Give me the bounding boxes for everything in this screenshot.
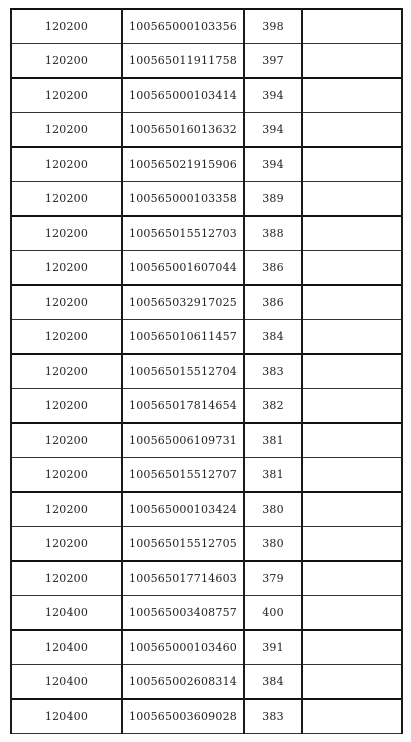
table-row bbox=[11, 492, 402, 527]
candidate-id-cell: 100565000103414 bbox=[122, 78, 244, 113]
score-cell: 384 bbox=[244, 665, 302, 700]
major-code-cell: 120200 bbox=[11, 458, 122, 493]
score-cell: 386 bbox=[244, 285, 302, 320]
score-cell: 391 bbox=[244, 630, 302, 665]
candidate-id-cell: 100565017714603 bbox=[122, 561, 244, 596]
candidate-id-cell: 100565011911758 bbox=[122, 44, 244, 79]
major-code-cell: 120200 bbox=[11, 561, 122, 596]
candidate-id-cell: 100565002608314 bbox=[122, 665, 244, 700]
note-cell bbox=[302, 699, 402, 734]
candidate-id-cell: 100565015512707 bbox=[122, 458, 244, 493]
score-cell: 381 bbox=[244, 423, 302, 458]
score-cell: 383 bbox=[244, 354, 302, 389]
score-cell: 381 bbox=[244, 458, 302, 493]
major-code-cell: 120200 bbox=[11, 113, 122, 148]
note-cell bbox=[302, 182, 402, 217]
score-cell: 380 bbox=[244, 527, 302, 562]
major-code-cell: 120200 bbox=[11, 44, 122, 79]
candidate-id-cell: 100565017814654 bbox=[122, 389, 244, 424]
table-row bbox=[11, 423, 402, 458]
table-row bbox=[11, 561, 402, 596]
score-cell: 394 bbox=[244, 147, 302, 182]
candidate-id-cell: 100565021915906 bbox=[122, 147, 244, 182]
note-cell bbox=[302, 320, 402, 355]
candidate-id-cell: 100565000103424 bbox=[122, 492, 244, 527]
table-row bbox=[11, 251, 402, 286]
table-row bbox=[11, 630, 402, 665]
note-cell bbox=[302, 665, 402, 700]
major-code-cell: 120400 bbox=[11, 596, 122, 631]
note-cell bbox=[302, 527, 402, 562]
table-row bbox=[11, 285, 402, 320]
score-cell: 386 bbox=[244, 251, 302, 286]
candidate-id-cell: 100565015512704 bbox=[122, 354, 244, 389]
major-code-cell: 120200 bbox=[11, 78, 122, 113]
note-cell bbox=[302, 251, 402, 286]
table-row bbox=[11, 44, 402, 79]
candidate-id-cell: 100565006109731 bbox=[122, 423, 244, 458]
candidate-id-cell: 100565003408757 bbox=[122, 596, 244, 631]
score-cell: 400 bbox=[244, 596, 302, 631]
candidate-id-cell: 100565032917025 bbox=[122, 285, 244, 320]
major-code-cell: 120200 bbox=[11, 182, 122, 217]
major-code-cell: 120200 bbox=[11, 147, 122, 182]
note-cell bbox=[302, 630, 402, 665]
note-cell bbox=[302, 147, 402, 182]
score-cell: 382 bbox=[244, 389, 302, 424]
table-row bbox=[11, 78, 402, 113]
note-cell bbox=[302, 216, 402, 251]
table-row bbox=[11, 9, 402, 44]
major-code-cell: 120200 bbox=[11, 251, 122, 286]
note-cell bbox=[302, 9, 402, 44]
table-row bbox=[11, 320, 402, 355]
candidate-id-cell: 100565000103358 bbox=[122, 182, 244, 217]
major-code-cell: 120200 bbox=[11, 9, 122, 44]
table-row bbox=[11, 458, 402, 493]
score-cell: 394 bbox=[244, 113, 302, 148]
note-cell bbox=[302, 458, 402, 493]
score-cell: 383 bbox=[244, 699, 302, 734]
major-code-cell: 120200 bbox=[11, 354, 122, 389]
table-row bbox=[11, 596, 402, 631]
candidate-id-cell: 100565010611457 bbox=[122, 320, 244, 355]
note-cell bbox=[302, 44, 402, 79]
major-code-cell: 120200 bbox=[11, 216, 122, 251]
note-cell bbox=[302, 354, 402, 389]
table-row bbox=[11, 527, 402, 562]
table-row bbox=[11, 113, 402, 148]
candidate-id-cell: 100565016013632 bbox=[122, 113, 244, 148]
note-cell bbox=[302, 423, 402, 458]
note-cell bbox=[302, 389, 402, 424]
candidate-id-cell: 100565015512705 bbox=[122, 527, 244, 562]
table-row bbox=[11, 147, 402, 182]
score-cell: 397 bbox=[244, 44, 302, 79]
score-table-body bbox=[11, 9, 402, 734]
major-code-cell: 120400 bbox=[11, 630, 122, 665]
major-code-cell: 120200 bbox=[11, 389, 122, 424]
candidate-id-cell: 100565001607044 bbox=[122, 251, 244, 286]
major-code-cell: 120200 bbox=[11, 492, 122, 527]
major-code-cell: 120200 bbox=[11, 320, 122, 355]
score-cell: 379 bbox=[244, 561, 302, 596]
score-table bbox=[10, 8, 403, 734]
note-cell bbox=[302, 113, 402, 148]
table-row bbox=[11, 182, 402, 217]
note-cell bbox=[302, 596, 402, 631]
major-code-cell: 120400 bbox=[11, 699, 122, 734]
note-cell bbox=[302, 78, 402, 113]
candidate-id-cell: 100565000103356 bbox=[122, 9, 244, 44]
note-cell bbox=[302, 492, 402, 527]
score-cell: 389 bbox=[244, 182, 302, 217]
table-row bbox=[11, 216, 402, 251]
candidate-id-cell: 100565003609028 bbox=[122, 699, 244, 734]
table-row bbox=[11, 699, 402, 734]
major-code-cell: 120200 bbox=[11, 285, 122, 320]
candidate-id-cell: 100565000103460 bbox=[122, 630, 244, 665]
major-code-cell: 120200 bbox=[11, 423, 122, 458]
note-cell bbox=[302, 561, 402, 596]
table-row bbox=[11, 665, 402, 700]
score-cell: 384 bbox=[244, 320, 302, 355]
candidate-id-cell: 100565015512703 bbox=[122, 216, 244, 251]
table-row bbox=[11, 389, 402, 424]
score-cell: 380 bbox=[244, 492, 302, 527]
score-cell: 398 bbox=[244, 9, 302, 44]
note-cell bbox=[302, 285, 402, 320]
score-cell: 388 bbox=[244, 216, 302, 251]
major-code-cell: 120400 bbox=[11, 665, 122, 700]
major-code-cell: 120200 bbox=[11, 527, 122, 562]
score-cell: 394 bbox=[244, 78, 302, 113]
table-row bbox=[11, 354, 402, 389]
